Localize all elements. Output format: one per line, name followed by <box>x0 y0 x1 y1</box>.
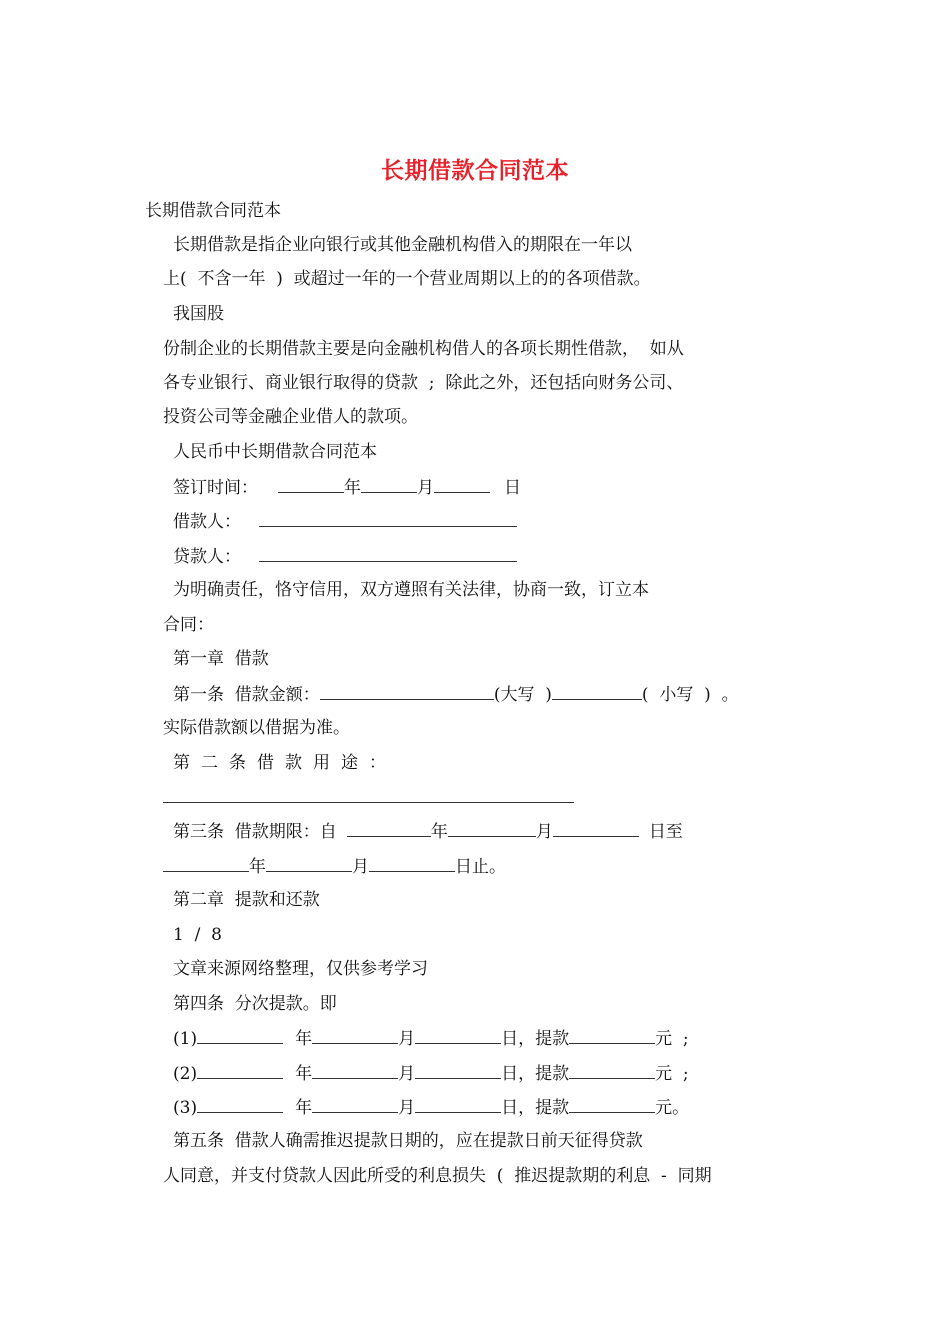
sign-time-label: 签订时间： <box>173 478 258 498</box>
intro-paragraph-2-line-3: 各专业银行、商业银行取得的贷款 ; 除此之外，还包括向财务公司、 <box>163 373 684 393</box>
installment-2-day-label: 日，提款 <box>501 1064 570 1084</box>
preamble-line-2: 合同： <box>163 615 214 635</box>
installment-2-month-label: 月 <box>398 1064 416 1084</box>
installment-3-year-label: 年 <box>295 1098 313 1118</box>
installment-2-blank[interactable] <box>197 1062 283 1079</box>
amount-upper-blank[interactable] <box>320 683 494 700</box>
chapter-2-heading: 第二章 提款和还款 <box>173 890 320 910</box>
intro-paragraph-1-line-2: 上( 不含一年 ) 或超过一年的一个营业周期以上的的各项借款。 <box>163 269 651 289</box>
term-end-year-blank[interactable] <box>163 855 249 872</box>
sign-day-label: 日 <box>504 478 521 498</box>
preamble-line-1: 为明确责任，恪守信用，双方遵照有关法律，协商一致，订立本 <box>173 580 649 600</box>
borrower-blank[interactable] <box>259 510 517 527</box>
page-number: 1 / 8 <box>173 925 222 945</box>
term-start-year-label: 年 <box>430 822 448 842</box>
term-start-label: 日至 <box>648 822 683 842</box>
article-5-line-2: 人同意，并支付贷款人因此所受的利息损失 ( 推迟提款期的利息 - 同期 <box>163 1166 712 1186</box>
installment-3-month-blank[interactable] <box>415 1096 501 1113</box>
article-1-note: 实际借款额以借据为准。 <box>163 718 350 738</box>
installment-row-1 <box>173 1027 689 1050</box>
amount-lower-label: ( 小写 ) 。 <box>641 685 739 705</box>
installment-1-yuan-label: 元 ; <box>655 1029 689 1049</box>
installment-2-year-label: 年 <box>295 1064 313 1084</box>
lender-row <box>173 545 517 568</box>
installment-2-label: (2) <box>173 1064 198 1084</box>
source-note: 文章来源网络整理，仅供参考学习 <box>173 959 428 979</box>
sign-month-blank[interactable] <box>361 476 417 493</box>
installment-3-blank[interactable] <box>197 1096 283 1113</box>
document-subtitle: 长期借款合同范本 <box>145 201 281 221</box>
term-start-year-blank[interactable] <box>347 820 431 837</box>
term-end-year-label: 年 <box>249 857 266 877</box>
term-end-month-blank[interactable] <box>266 855 352 872</box>
installment-row-2 <box>173 1062 689 1085</box>
borrower-label: 借款人： <box>173 512 241 532</box>
installment-1-label: (1) <box>173 1029 198 1049</box>
chapter-1-heading: 第一章 借款 <box>173 649 269 669</box>
installment-2-yuan-label: 元 ; <box>655 1064 689 1084</box>
contract-name: 人民币中长期借款合同范本 <box>173 442 377 462</box>
term-end-month-label: 月 <box>352 857 369 877</box>
installment-1-month-label: 月 <box>398 1029 416 1049</box>
intro-paragraph-2-line-4: 投资公司等金融企业借人的款项。 <box>163 407 418 427</box>
term-end-day-blank[interactable] <box>369 855 455 872</box>
installment-3-month-label: 月 <box>398 1098 416 1118</box>
borrower-row <box>173 510 517 533</box>
installment-3-amount-blank[interactable] <box>569 1096 655 1113</box>
amount-upper-label: (大写 ) <box>493 685 552 705</box>
article-2-label: 第二条借款用途： <box>173 753 397 773</box>
installment-2-year-blank[interactable] <box>312 1062 398 1079</box>
term-end-label: 日止。 <box>455 857 506 877</box>
document-title: 长期借款合同范本 <box>381 158 569 184</box>
amount-lower-blank[interactable] <box>552 683 642 700</box>
article-3-row <box>173 820 683 843</box>
purpose-blank[interactable] <box>163 802 574 803</box>
installment-3-label: (3) <box>173 1098 198 1118</box>
term-start-day-blank[interactable] <box>553 820 639 837</box>
article-3-label: 第三条 借款期限：自 <box>173 822 337 842</box>
installment-2-amount-blank[interactable] <box>569 1062 655 1079</box>
installment-1-blank[interactable] <box>197 1027 283 1044</box>
article-3-row-2 <box>163 855 506 878</box>
installment-3-day-label: 日，提款 <box>501 1098 570 1118</box>
installment-3-year-blank[interactable] <box>312 1096 398 1113</box>
lender-blank[interactable] <box>259 545 517 562</box>
installment-1-amount-blank[interactable] <box>569 1027 655 1044</box>
sign-day-blank[interactable] <box>434 476 490 493</box>
installment-1-year-label: 年 <box>295 1029 313 1049</box>
article-4-heading: 第四条 分次提款。即 <box>173 994 337 1014</box>
sign-month-label: 月 <box>417 478 434 498</box>
sign-time-row <box>173 476 521 499</box>
installment-2-month-blank[interactable] <box>415 1062 501 1079</box>
intro-paragraph-2-line-2: 份制企业的长期借款主要是向金融机构借人的各项长期性借款， 如从 <box>163 339 684 359</box>
term-start-month-label: 月 <box>535 822 553 842</box>
term-start-month-blank[interactable] <box>448 820 536 837</box>
installment-3-yuan-label: 元。 <box>655 1098 690 1118</box>
article-1-label: 第一条 借款金额： <box>173 685 320 705</box>
sign-year-blank[interactable] <box>278 476 344 493</box>
installment-1-month-blank[interactable] <box>415 1027 501 1044</box>
intro-paragraph-1-line-1: 长期借款是指企业向银行或其他金融机构借入的期限在一年以 <box>173 235 632 255</box>
installment-row-3 <box>173 1096 689 1119</box>
installment-1-day-label: 日，提款 <box>501 1029 570 1049</box>
installment-1-year-blank[interactable] <box>312 1027 398 1044</box>
article-1-row <box>173 683 739 706</box>
intro-paragraph-2-line-1: 我国股 <box>173 304 224 324</box>
article-5-line-1: 第五条 借款人确需推迟提款日期的，应在提款日前天征得贷款 <box>173 1131 643 1151</box>
lender-label: 贷款人： <box>173 547 241 567</box>
sign-year-label: 年 <box>344 478 361 498</box>
